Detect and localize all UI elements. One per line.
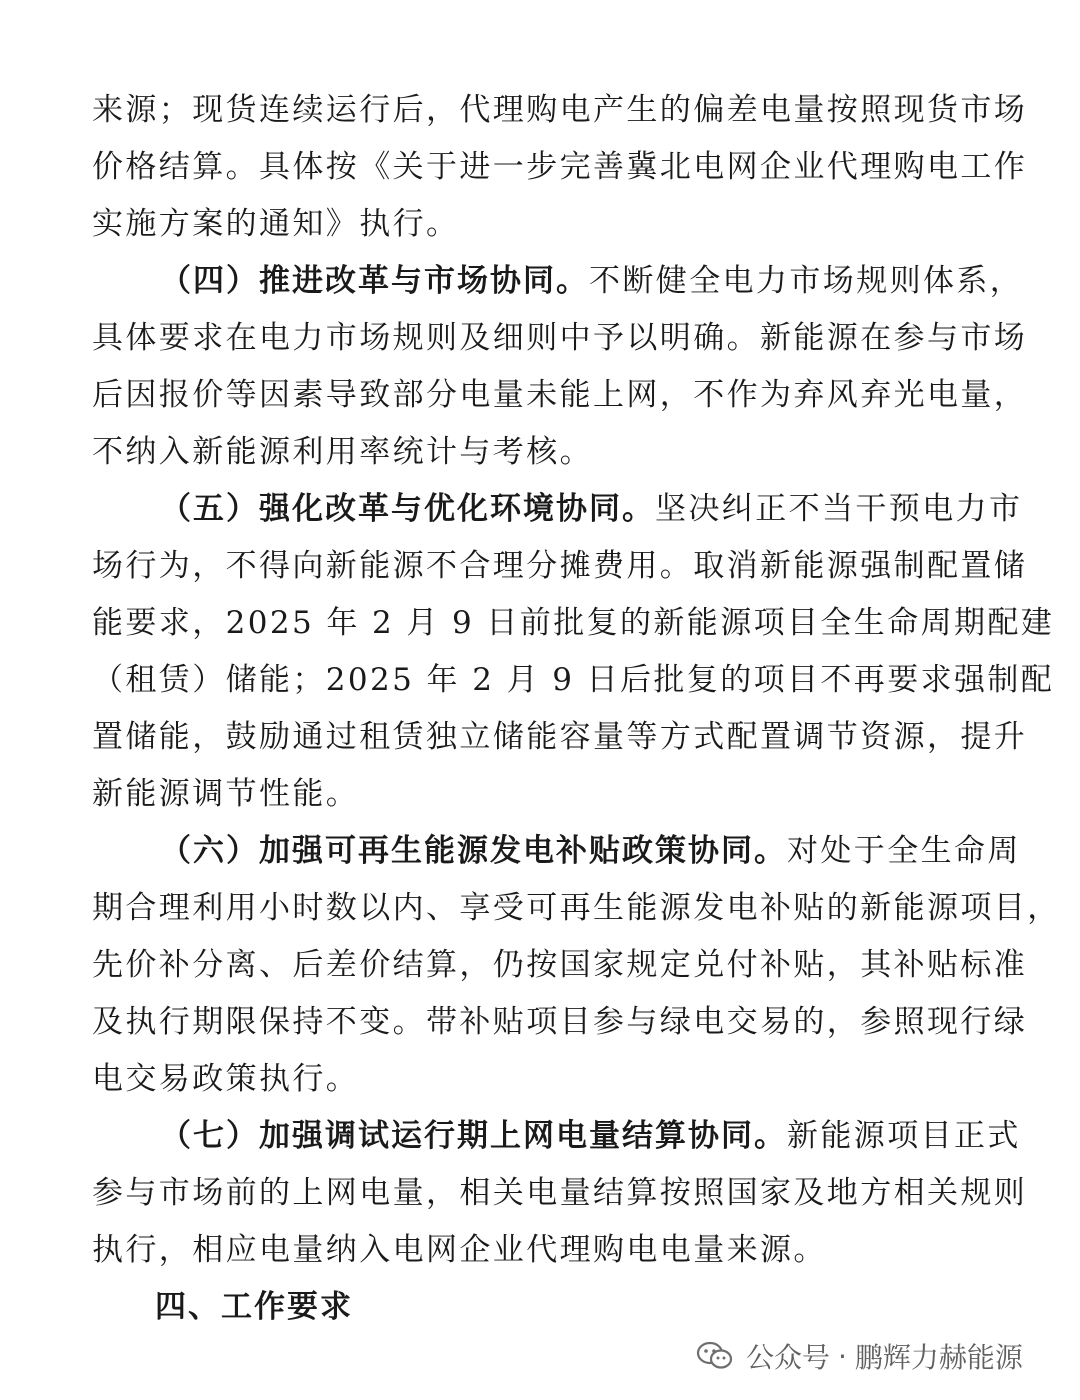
paragraph-text: 不断健全电力市场规则体系， bbox=[589, 263, 1024, 299]
watermark bbox=[696, 1334, 1023, 1378]
paragraph-line: 电交易政策执行。 bbox=[92, 1061, 360, 1097]
watermark-label: 公众号 bbox=[746, 1341, 831, 1374]
paragraph-line: 来源；现货连续运行后，代理购电产生的偏差电量按照现货市场 bbox=[92, 92, 1028, 128]
paragraph-line bbox=[160, 1114, 1021, 1158]
paragraph-line: 场行为，不得向新能源不合理分摊费用。取消新能源强制配置储 bbox=[92, 548, 1028, 584]
heading-item-5: （五）强化改革与优化环境协同。 bbox=[160, 491, 655, 527]
watermark-account: 鹏辉力赫能源 bbox=[854, 1341, 1023, 1374]
heading-item-4: （四）推进改革与市场协同。 bbox=[160, 263, 589, 299]
paragraph-line: 价格结算。具体按《关于进一步完善冀北电网企业代理购电工作 bbox=[92, 149, 1028, 185]
paragraph-line: 及执行期限保持不变。带补贴项目参与绿电交易的，参照现行绿 bbox=[92, 1004, 1028, 1040]
paragraph-line: 先价补分离、后差价结算，仍按国家规定兑付补贴，其补贴标准 bbox=[92, 947, 1028, 983]
heading-item-7: （七）加强调试运行期上网电量结算协同。 bbox=[160, 1118, 787, 1154]
wechat-icon bbox=[696, 1340, 734, 1372]
paragraph-line: 参与市场前的上网电量，相关电量结算按照国家及地方相关规则 bbox=[92, 1175, 1028, 1211]
paragraph-line: 新能源调节性能。 bbox=[92, 776, 360, 812]
paragraph-line: 后因报价等因素导致部分电量未能上网，不作为弃风弃光电量， bbox=[92, 377, 1028, 413]
paragraph-line: 具体要求在电力市场规则及细则中予以明确。新能源在参与市场 bbox=[92, 320, 1028, 356]
section-heading: 四、工作要求 bbox=[155, 1289, 353, 1325]
paragraph-line bbox=[160, 259, 1024, 303]
watermark-separator: · bbox=[838, 1339, 847, 1373]
paragraph-line: 实施方案的通知》执行。 bbox=[92, 206, 460, 242]
paragraph-line: （租赁）储能；2025 年 2 月 9 日后批复的项目不再要求强制配 bbox=[92, 662, 1055, 698]
paragraph-line: 不纳入新能源利用率统计与考核。 bbox=[92, 434, 593, 470]
paragraph-line: 执行，相应电量纳入电网企业代理购电电量来源。 bbox=[92, 1232, 827, 1268]
paragraph-line: 能要求，2025 年 2 月 9 日前批复的新能源项目全生命周期配建 bbox=[92, 605, 1055, 641]
paragraph-text: 坚决纠正不当干预电力市 bbox=[655, 491, 1023, 527]
paragraph-line bbox=[160, 487, 1023, 531]
paragraph-text: 新能源项目正式 bbox=[787, 1118, 1021, 1154]
paragraph-line bbox=[160, 829, 1021, 873]
paragraph-line: 期合理利用小时数以内、享受可再生能源发电补贴的新能源项目， bbox=[92, 890, 1061, 926]
heading-item-6: （六）加强可再生能源发电补贴政策协同。 bbox=[160, 833, 787, 869]
paragraph-line: 置储能，鼓励通过租赁独立储能容量等方式配置调节资源，提升 bbox=[92, 719, 1028, 755]
paragraph-text: 对处于全生命周 bbox=[787, 833, 1021, 869]
